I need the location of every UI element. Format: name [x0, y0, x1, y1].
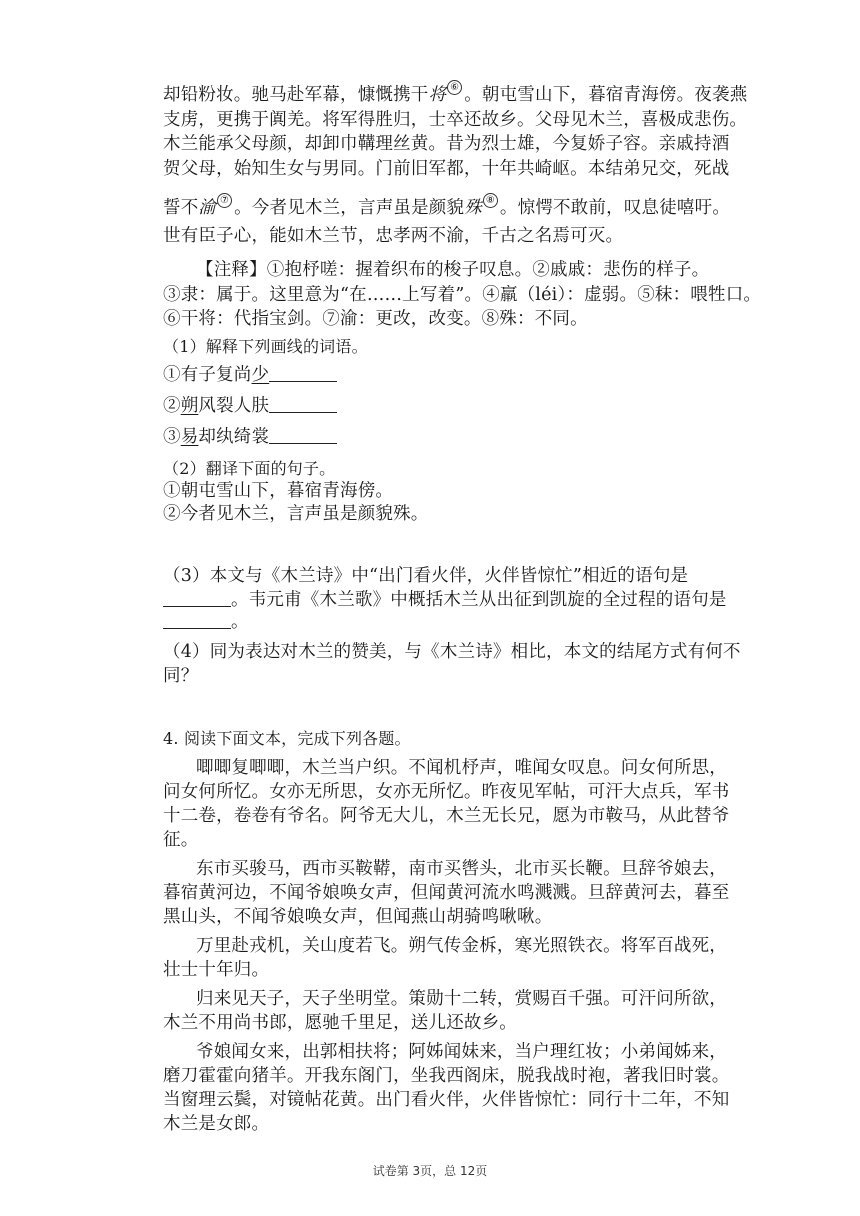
- section-4-title: 4. 阅读下面文本，完成下列各题。: [163, 729, 411, 748]
- poem-line: 磨刀霍霍向猪羊。开我东阁门，坐我西阁床，脱我战时袍，著我旧时裳。: [163, 1066, 730, 1086]
- question-1b: [163, 394, 337, 418]
- question-1c: [163, 425, 337, 449]
- passage-text: 。朝屯雪山下，暮宿青海傍。夜袭燕: [464, 85, 748, 105]
- answer-blank[interactable]: [269, 394, 337, 413]
- note-line: ⑥干将：代指宝剑。⑦渝：更改，改变。⑧殊：不同。: [163, 309, 588, 329]
- poem-line: 征。: [163, 830, 199, 850]
- question-2b: ②今者见木兰，言声虽是颜貌殊。: [163, 504, 429, 524]
- question-4: （4）同为表达对木兰的赞美，与《木兰诗》相比，本文的结尾方式有何不: [163, 642, 741, 662]
- underlined-word: 少: [251, 365, 270, 385]
- question-text: ②: [163, 396, 181, 416]
- poem-line: 黑山头，不闻爷娘唤女声，但闻燕山胡骑鸣啾啾。: [163, 907, 553, 927]
- question-text: 。韦元甫《木兰歌》中概括木兰从出征到凯旋的全过程的语句是: [231, 590, 727, 610]
- answer-blank[interactable]: [163, 588, 231, 607]
- note-marker: ⑦: [217, 193, 232, 208]
- poem-line: 壮士十年归。: [163, 960, 270, 980]
- annotated-word: 将: [428, 85, 447, 105]
- poem-line: 东市买骏马，西市买鞍鞯，南市买辔头，北市买长鞭。旦辞爷娘去，: [196, 859, 727, 879]
- passage-text: 。今者见木兰，言声虽是颜貌: [234, 198, 465, 218]
- question-text: 风裂人肤: [198, 396, 270, 416]
- poem-line: 十二卷，卷卷有爷名。阿爷无大儿，木兰无长兄，愿为市鞍马，从此替爷: [163, 806, 730, 826]
- passage-text: 。惊愕不敢前，叹息徒嘻吁。: [499, 198, 731, 218]
- page-footer: 试卷第 3页，总 12页: [372, 1164, 488, 1178]
- underlined-word: 易: [180, 427, 199, 447]
- passage-text: 誓不: [163, 198, 199, 218]
- passage-text: 却铅粉妆。驰马赴军幕，慷慨携干: [163, 85, 429, 105]
- answer-blank[interactable]: [269, 425, 337, 444]
- answer-blank[interactable]: [269, 363, 337, 382]
- note-line: ③隶：属于。这里意为“在……上写着”。④羸（léi）：虚弱。⑤秣：喂牲口。: [163, 285, 762, 305]
- annotated-word: 渝: [198, 198, 217, 218]
- question-3-cont: [163, 588, 727, 612]
- poem-line: 万里赴戎机，关山度若飞。朔气传金柝，寒光照铁衣。将军百战死，: [196, 936, 727, 956]
- question-2: （2）翻译下面的句子。: [163, 459, 336, 478]
- answer-blank[interactable]: [163, 610, 231, 629]
- question-text: 却纨绮裳: [198, 427, 270, 447]
- poem-line: 问女何所忆。女亦无所思，女亦无所忆。昨夜见军帖，可汗大点兵，军书: [163, 782, 730, 802]
- note-marker: ⑥: [447, 80, 462, 95]
- passage-line: 贺父母，始知生女与男同。门前旧军都，十年共崎岖。本结弟兄交，死战: [163, 159, 730, 179]
- question-text: ③: [163, 427, 181, 447]
- passage-line: 支虏，更携于阗羌。将军得胜归，士卒还故乡。父母见木兰，喜极成悲伤。: [163, 110, 748, 130]
- question-1a: [163, 363, 337, 387]
- passage-line: 木兰能承父母颜，却卸巾鞲理丝黄。昔为烈士雄，今复娇子容。亲戚持酒: [163, 134, 730, 154]
- annotated-word: 殊: [464, 198, 482, 218]
- poem-line: 木兰是女郎。: [163, 1114, 270, 1134]
- question-text: ①有子复尚: [163, 365, 252, 385]
- poem-line: 归来见天子，天子坐明堂。策勋十二转，赏赐百千强。可汗问所欲，: [196, 989, 727, 1009]
- poem-line: 暮宿黄河边，不闻爷娘唤女声，但闻黄河流水鸣溅溅。旦辞黄河去，暮至: [163, 883, 730, 903]
- question-3: （3）本文与《木兰诗》中“出门看火伴，火伴皆惊忙”相近的语句是: [163, 566, 689, 586]
- passage-line: [163, 193, 730, 220]
- question-2a: ①朝屯雪山下，暮宿青海傍。: [163, 481, 394, 501]
- underlined-word: 朔: [180, 396, 199, 416]
- poem-line: 唧唧复唧唧，木兰当户织。不闻机杼声，唯闻女叹息。问女何所思，: [196, 758, 727, 778]
- passage-line: 世有臣子心，能如木兰节，忠孝两不渝，千古之名焉可灭。: [163, 226, 624, 246]
- question-4-cont: 同？: [163, 666, 199, 686]
- passage-line: [163, 80, 747, 107]
- question-text: 。: [231, 612, 249, 632]
- note-line: 【注释】①抱杼嗟：握着织布的梭子叹息。②戚戚：悲伤的样子。: [196, 260, 710, 280]
- poem-line: 爷娘闻女来，出郭相扶将；阿姊闻妹来，当户理红妆；小弟闻姊来，: [196, 1042, 727, 1062]
- question-1: （1）解释下列画线的词语。: [163, 337, 368, 356]
- poem-line: 当窗理云鬓，对镜帖花黄。出门看火伴，火伴皆惊忙：同行十二年，不知: [163, 1090, 730, 1110]
- question-3-end: [163, 610, 249, 634]
- note-marker: ⑧: [483, 193, 498, 208]
- poem-line: 木兰不用尚书郎，愿驰千里足，送儿还故乡。: [163, 1013, 517, 1033]
